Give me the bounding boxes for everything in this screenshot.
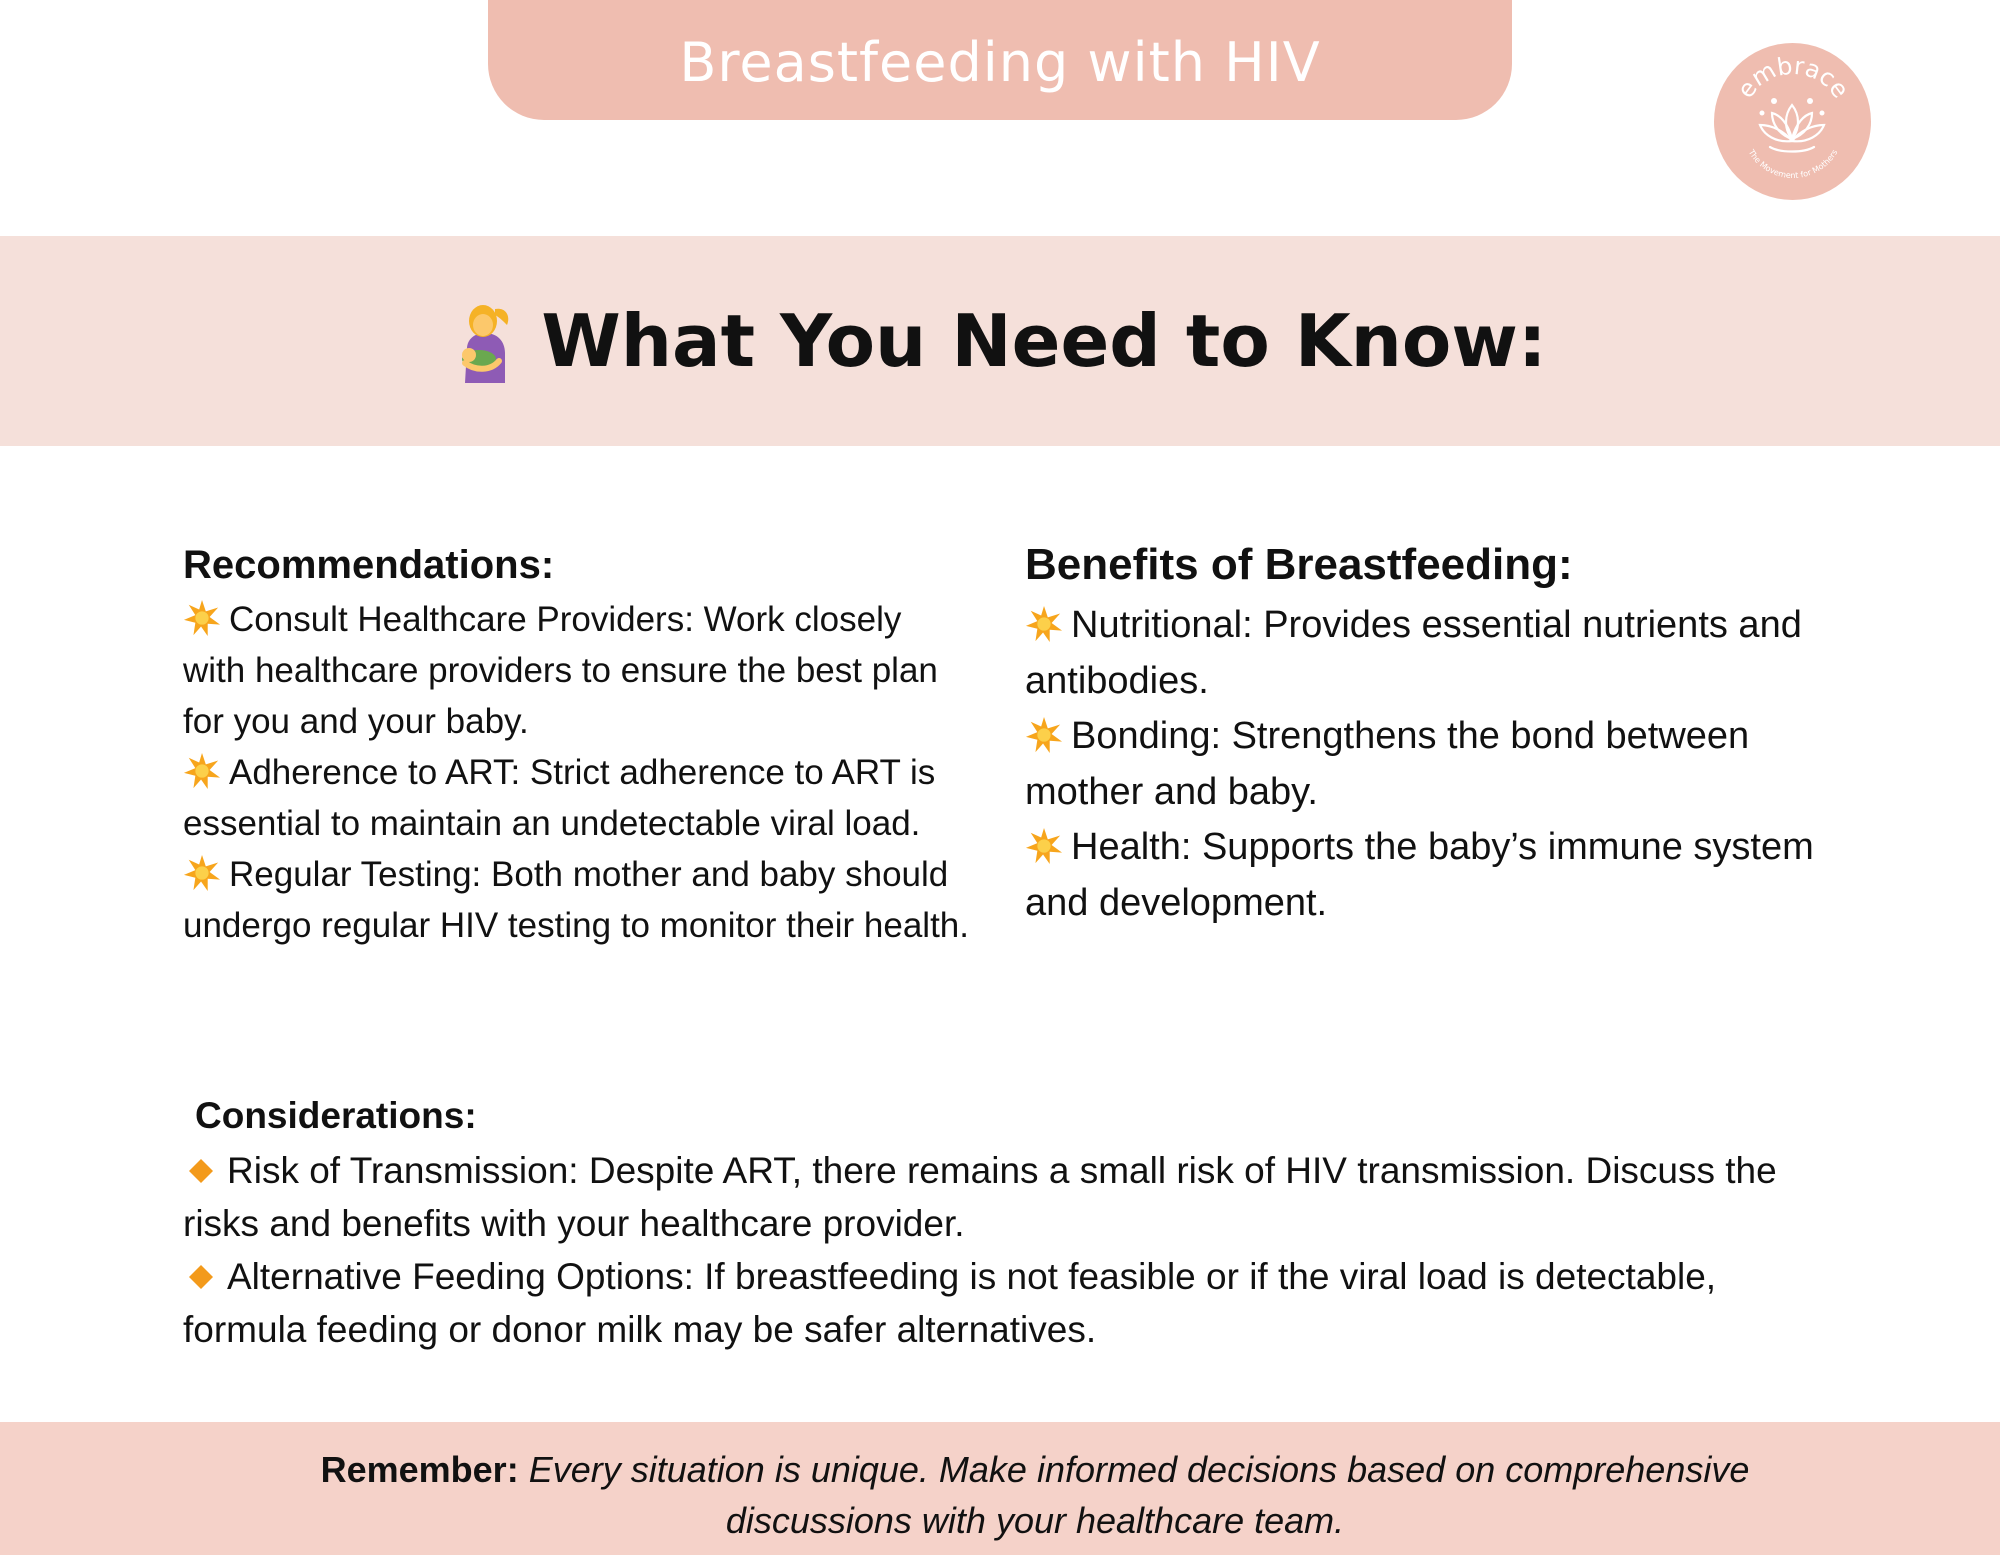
item-text: Alternative Feeding Options: If breastfeeding is not feasible or if the viral load is detectable, formula feeding or donor milk may be safer alternatives. xyxy=(183,1256,1717,1350)
star-icon xyxy=(1025,716,1063,754)
embrace-logo xyxy=(1714,43,1871,200)
item-text: Risk of Transmission: Despite ART, there remains a small risk of HIV transmission. Discuss the risks and benefits with your healthcare provider. xyxy=(183,1150,1777,1244)
svg-text:embrace xyxy=(1732,52,1855,104)
lotus-logo-icon xyxy=(1714,43,1871,200)
logo-text: embrace xyxy=(1731,51,1855,104)
orange-diamond-icon xyxy=(187,1263,215,1291)
benefits-section xyxy=(1025,536,1825,931)
list-item xyxy=(1025,709,1825,820)
heading-text: What You Need to Know: xyxy=(541,299,1547,383)
list-item xyxy=(1025,820,1825,931)
list-item xyxy=(183,1250,1843,1356)
list-item xyxy=(1025,598,1825,709)
item-text: Consult Healthcare Providers: Work closely with healthcare providers to ensure the best plan for you and your baby. xyxy=(183,600,938,741)
list-item xyxy=(183,1144,1843,1250)
breastfeeding-emoji-icon xyxy=(453,299,517,383)
logo-tagline: The Movement for Mothers xyxy=(1746,148,1840,181)
remember-label: Remember: xyxy=(320,1449,519,1490)
star-icon xyxy=(1025,605,1063,643)
orange-diamond-icon xyxy=(187,1157,215,1185)
list-item xyxy=(183,747,973,849)
section-heading xyxy=(453,299,1546,383)
considerations-section xyxy=(183,1088,1843,1356)
item-text: Health: Supports the baby’s immune system and development. xyxy=(1025,826,1814,924)
list-item xyxy=(183,594,973,747)
item-text: Nutritional: Provides essential nutrients and antibodies. xyxy=(1025,604,1802,702)
recommendations-heading: Recommendations: xyxy=(183,543,555,587)
considerations-heading: Considerations: xyxy=(195,1095,477,1136)
item-text: Adherence to ART: Strict adherence to ART is essential to maintain an undetectable viral load. xyxy=(183,753,936,843)
star-icon xyxy=(183,752,221,790)
star-icon xyxy=(183,599,221,637)
item-text: Regular Testing: Both mother and baby should undergo regular HIV testing to monitor their health. xyxy=(183,855,969,945)
intro-banner xyxy=(0,236,2000,446)
star-icon xyxy=(183,854,221,892)
benefits-heading: Benefits of Breastfeeding: xyxy=(1025,540,1573,589)
item-text: Bonding: Strengthens the bond between mother and baby. xyxy=(1025,715,1750,813)
title-banner xyxy=(488,0,1512,120)
page-title: Breastfeeding with HIV xyxy=(679,31,1321,94)
remember-footer xyxy=(0,1422,2000,1555)
recommendations-section xyxy=(183,536,973,951)
list-item xyxy=(183,849,973,951)
remember-text: Every situation is unique. Make informed decisions based on comprehensive discussions with your healthcare team. xyxy=(528,1449,1750,1541)
star-icon xyxy=(1025,827,1063,865)
